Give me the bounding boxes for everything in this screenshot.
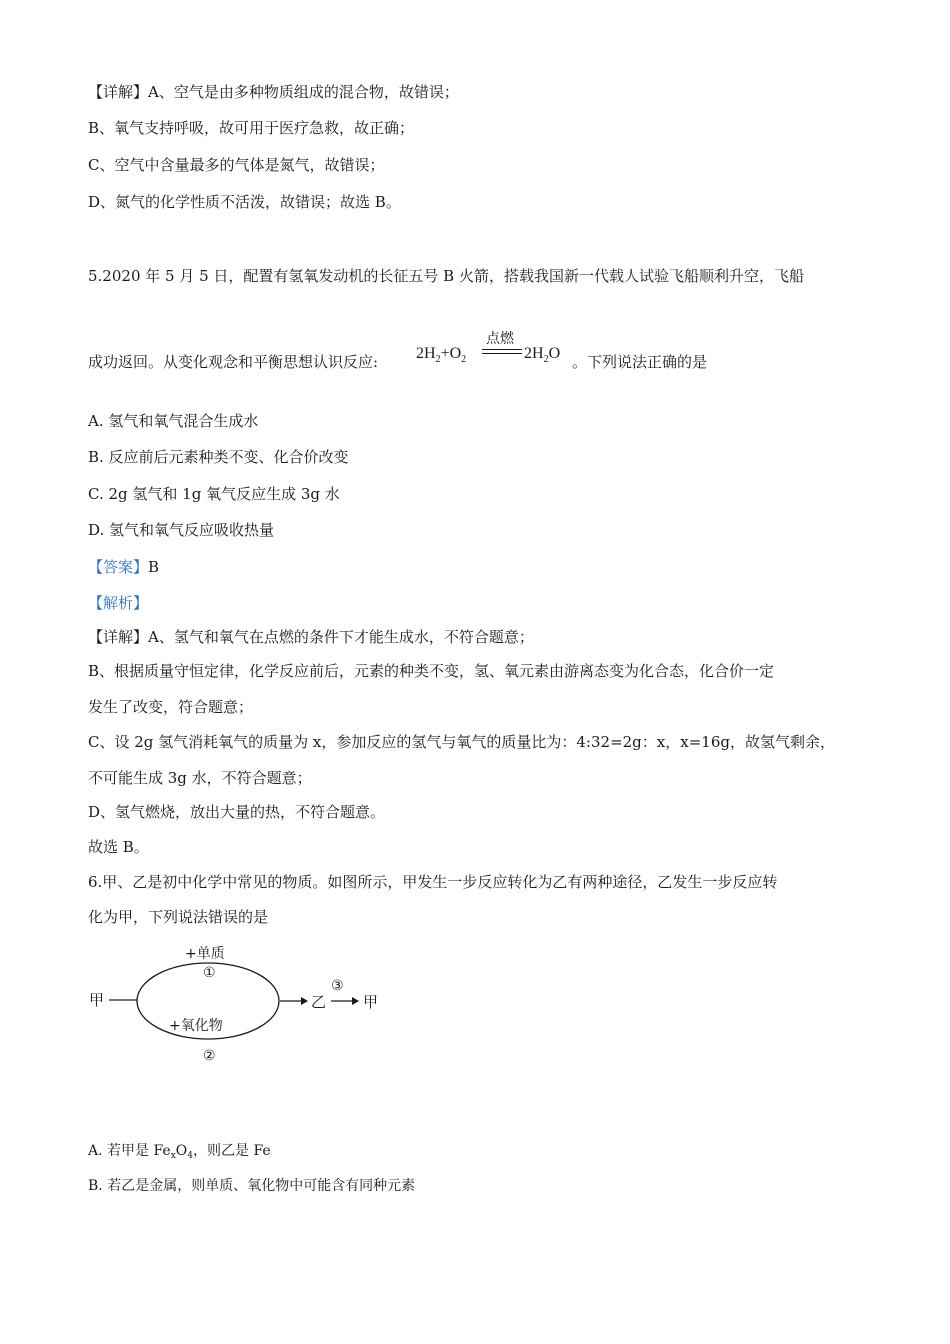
q5-detail-c2: 不可能生成 3g 水，不符合题意； (88, 769, 312, 787)
q4-detail-d: D、氮气的化学性质不活泼，故错误；故选 B。 (88, 193, 401, 211)
q5-detail-a: 【详解】A、氢气和氧气在点燃的条件下才能生成水，不符合题意； (88, 628, 534, 646)
q5-option-b: B. 反应前后元素种类不变、化合价改变 (88, 448, 349, 466)
diagram-bottom-label: +氧化物 (169, 1018, 223, 1034)
diagram-arrowhead-1 (301, 997, 308, 1005)
q5-detail-c1: C、设 2g 氢气消耗氧气的质量为 x，参加反应的氢气与氧气的质量比为：4:32=2g：x，x=16g，故氢气剩余， (88, 733, 835, 751)
q4-detail-a: 【详解】A、空气是由多种物质组成的混合物，故错误； (88, 83, 459, 101)
q6-option-b: B. 若乙是金属，则单质、氧化物中可能含有同种元素 (88, 1178, 416, 1194)
q6-stem-line1: 6.甲、乙是初中化学中常见的物质。如图所示，甲发生一步反应转化为乙有两种途径，乙发生一步反应转 (88, 873, 778, 891)
q5-detail-b2: 发生了改变，符合题意； (88, 698, 254, 716)
q6-stem-line2: 化为甲，下列说法错误的是 (88, 908, 269, 926)
diagram-bottom-num: ② (203, 1048, 216, 1064)
q5-detail-d: D、氢气燃烧，放出大量的热，不符合题意。 (88, 803, 386, 821)
equation-product: $2H_2O$ (524, 345, 561, 365)
q6-diagram (85, 940, 395, 1070)
q5-equation (416, 328, 586, 372)
equation-bar-bottom (482, 353, 522, 354)
q5-stem-line1: 5.2020 年 5 月 5 日，配置有氢氧发动机的长征五号 B 火箭，搭载我国新一代载人试验飞船顺利升空，飞船 (88, 267, 804, 285)
diagram-arrow-num: ③ (331, 978, 344, 994)
q5-analysis-tag: 【解析】 (88, 594, 149, 612)
q5-stem-line2: 成功返回。从变化观念和平衡思想认识反应: (88, 353, 379, 371)
q5-option-d: D. 氢气和氧气反应吸收热量 (88, 521, 275, 539)
q5-conclusion: 故选 B。 (88, 838, 149, 856)
diagram-top-label: +单质 (185, 946, 225, 962)
q6-option-a: A. 若甲是 $Fe_xO_4$，则乙是 Fe (88, 1143, 271, 1161)
q5-option-a: A. 氢气和氧气混合生成水 (88, 412, 259, 430)
diagram-left-node: 甲 (89, 991, 105, 1009)
q5-stem-suffix: 。下列说法正确的是 (572, 353, 708, 371)
diagram-right-node: 甲 (363, 993, 379, 1011)
diagram-arrowhead-2 (352, 997, 359, 1005)
equation-bar-top (482, 349, 522, 350)
equation-reactants: $2H_2+O_2$ (416, 345, 467, 365)
equation-condition: 点燃 (486, 331, 514, 347)
q5-answer: 【答案】B (88, 558, 160, 576)
q5-option-c: C. 2g 氢气和 1g 氧气反应生成 3g 水 (88, 485, 340, 503)
q4-detail-b: B、氧气支持呼吸，故可用于医疗急救，故正确； (88, 119, 415, 137)
q4-detail-c: C、空气中含量最多的气体是氮气，故错误； (88, 156, 385, 174)
diagram-top-num: ① (203, 965, 216, 981)
diagram-middle-node: 乙 (311, 993, 327, 1011)
q5-detail-b1: B、根据质量守恒定律，化学反应前后，元素的种类不变，氢、氧元素由游离态变为化合态，化合价一定 (88, 662, 775, 680)
